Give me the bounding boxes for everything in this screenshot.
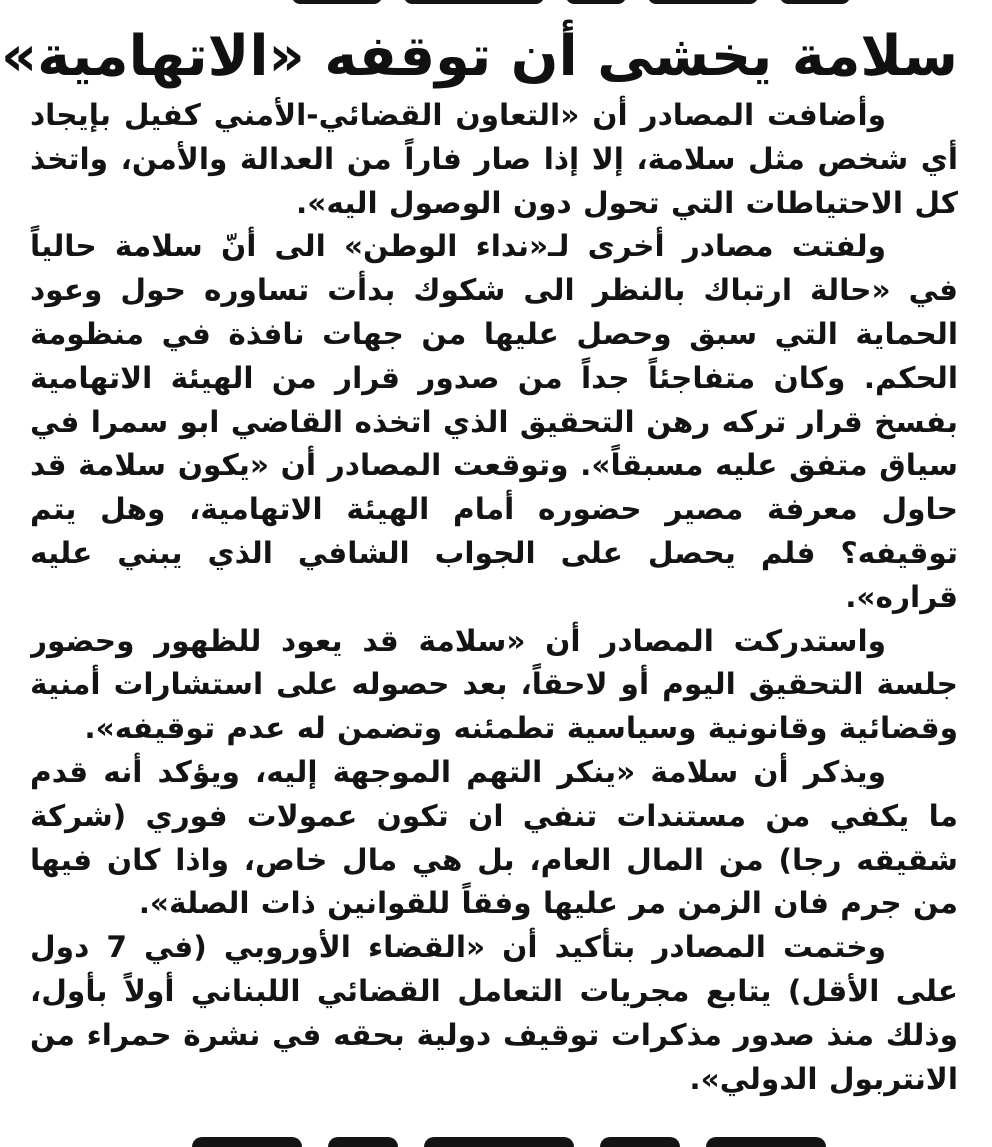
article-paragraph: واستدركت المصادر أن «سلامة قد يعود للظهور وحضور جلسة التحقيق اليوم أو لاحقاً، بعد حصوله على استشارات أمنية وقضائية وقانونية وسياسية تطمئنه وتضمن له عدم توقيفه».: [30, 623, 958, 746]
article-paragraph: ويذكر أن سلامة «ينكر التهم الموجهة إليه، ويؤكد أنه قدم ما يكفي من مستندات تنفي ان تكون عمولات فوري (شركة شقيقه رجا) من المال العام، بل هي مال خاص، واذا كان فيها من جرم فان الزمن مر عليها وفقاً للقوانين ذات الصلة».: [30, 754, 958, 921]
article-paragraph: وختمت المصادر بتأكيد أن «القضاء الأوروبي (في 7 دول على الأقل) يتابع مجريات التعامل القضائي اللبناني أولاً بأول، وذلك منذ صدور مذكرات توقيف دولية بحقه في نشرة حمراء من الانتربول الدولي».: [30, 930, 958, 1096]
article-body: [30, 94, 958, 1114]
article-paragraph: ولفتت مصادر أخرى لـ«نداء الوطن» الى أنّ سلامة حالياً في «حالة ارتباك بالنظر الى شكوك بدأت تساوره حول وعود الحماية التي سبق وحصل عليها من جهات نافذة في منظومة الحكم. وكان متفاجئاً جداً من صدور قرار من الهيئة الاتهامية بفسخ قرار تركه رهن التحقيق الذي اتخذه القاضي ابو سمرا في سياق متفق عليه مسبقاً». وتوقعت المصادر أن «يكون سلامة قد حاول معرفة مصير حضوره أمام الهيئة الاتهامية، وهل يتم توقيفه؟ فلم يحصل على الجواب الشافي الذي يبني عليه قراره».: [30, 229, 958, 614]
article-headline: سلامة يخشى أن توقفه «الاتهامية»: [0, 24, 958, 89]
previous-article-cutoff: [0, 0, 992, 10]
next-headline-cutoff: [0, 1133, 992, 1147]
article-paragraph: وأضافت المصادر أن «التعاون القضائي-الأمني كفيل بإيجاد أي شخص مثل سلامة، إلا إذا صار فاراً من العدالة والأمن، واتخذ كل الاحتياطات التي تحول دون الوصول اليه».: [30, 98, 958, 220]
